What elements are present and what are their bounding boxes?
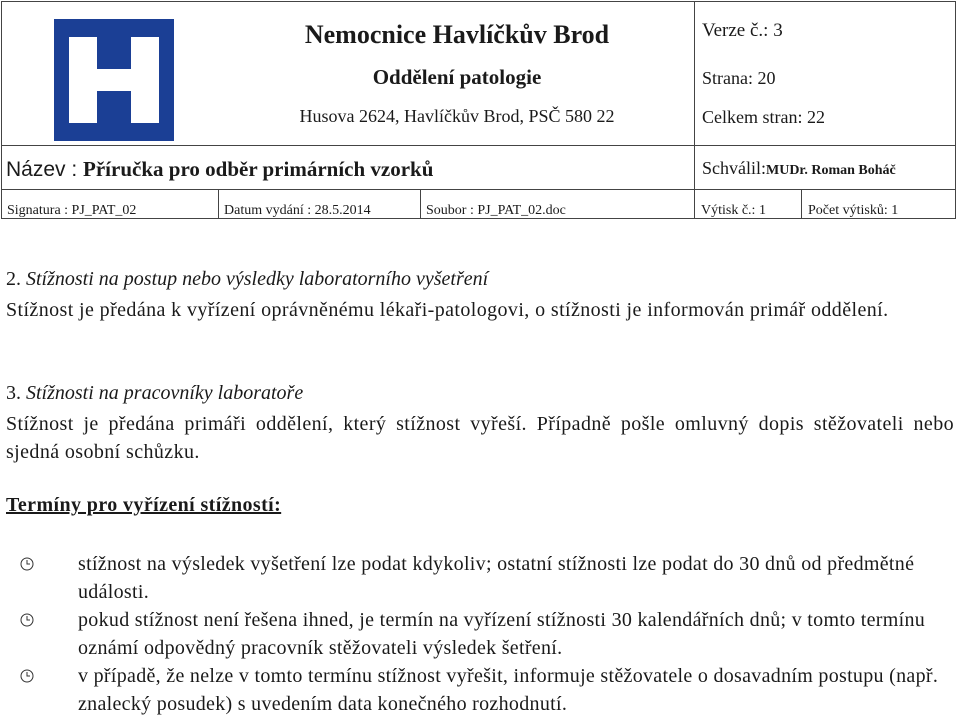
list-item: v případě, že nelze v tomto termínu stížnost vyřešit, informuje stěžovatele o dosavadním postupu (např. znalecký posudek) s uvedením data konečného rozhodnutí. — [6, 662, 956, 718]
header-divider — [2, 145, 955, 146]
header-divider — [218, 190, 219, 219]
list-item: stížnost na výsledek vyšetření lze podat kdykoliv; ostatní stížnosti lze podat do 30 dnů od předmětné události. — [6, 550, 956, 606]
document-title: Příručka pro odběr primárních vzorků — [83, 157, 434, 181]
clock-icon — [20, 557, 34, 571]
section-3-text: Stížnost je předána primáři oddělení, který stížnost vyřeší. Případně pošle omluvný dopis stěžovateli nebo sjedná osobní schůzku. — [6, 413, 954, 463]
version: Verze č.: 3 — [702, 20, 783, 41]
signature: Signatura : PJ_PAT_02 — [7, 203, 137, 218]
header-divider — [420, 190, 421, 219]
clock-icon — [20, 669, 34, 683]
header-divider — [694, 190, 695, 219]
page-number: Strana: 20 — [702, 68, 776, 88]
document-header — [1, 1, 956, 219]
total-pages: Celkem stran: 22 — [702, 107, 825, 127]
hospital-logo — [54, 19, 174, 141]
print-count: Počet výtisků: 1 — [808, 203, 899, 218]
document-title-row — [6, 157, 433, 182]
header-divider — [801, 190, 802, 219]
clock-icon — [20, 613, 34, 627]
issue-date: Datum vydání : 28.5.2014 — [224, 203, 371, 218]
document-title-label: Název : — [6, 158, 84, 181]
terms-list — [6, 550, 956, 718]
department-name: Oddělení patologie — [372, 65, 542, 89]
hospital-address: Husova 2624, Havlíčkův Brod, PSČ 580 22 — [299, 106, 615, 126]
approved-by: MUDr. Roman Boháč — [766, 163, 896, 178]
header-divider — [2, 189, 955, 190]
section-2-text: Stížnost je předána k vyřízení oprávněnému lékaři-patologovi, o stížnosti je informován primář oddělení. — [6, 299, 889, 321]
list-item: pokud stížnost není řešena ihned, je termín na vyřízení stížnosti 30 kalendářních dnů; v tomto termínu oznámí odpovědný pracovník stěžovateli výsledek šetření. — [6, 606, 956, 662]
approved-label: Schválil: — [702, 158, 766, 178]
print-number: Výtisk č.: 1 — [701, 203, 766, 218]
hospital-name: Nemocnice Havlíčkův Brod — [304, 20, 610, 49]
terms-heading: Termíny pro vyřízení stížností: — [6, 494, 282, 516]
section-3-title: 3. Stížnosti na pracovníky laboratoře — [6, 382, 304, 404]
file-name: Soubor : PJ_PAT_02.doc — [426, 203, 566, 218]
approval — [702, 158, 896, 179]
header-divider — [694, 145, 695, 190]
section-2-title: 2. Stížnosti na postup nebo výsledky laboratorního vyšetření — [6, 268, 489, 290]
